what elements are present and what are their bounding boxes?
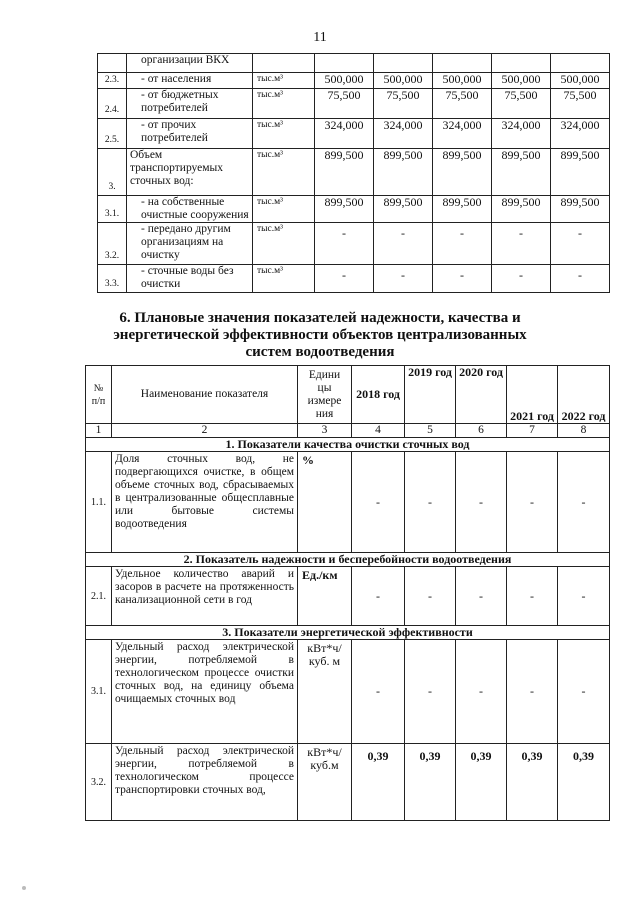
value-cell [315, 54, 374, 73]
section-row [86, 438, 610, 452]
value-cell: 0,39 [507, 744, 558, 821]
value-cell: - [507, 640, 558, 744]
col-number: 1 [86, 424, 112, 438]
value-cell: 500,000 [551, 73, 610, 89]
row-name: Удельный расход электрической энергии, потребляемой в технологическом процессе очистки сточных вод, на единицу объема очищаемых сточных вод [112, 640, 298, 744]
value-cell: 75,500 [551, 89, 610, 119]
col-number: 6 [456, 424, 507, 438]
value-cell: - [558, 567, 610, 626]
value-cell [492, 54, 551, 73]
value-cell: 899,500 [315, 149, 374, 196]
row-name: - сточные воды без очистки [127, 265, 253, 293]
row-unit: тыс.м³ [253, 89, 315, 119]
table-row [86, 567, 610, 626]
column-numbers-row [86, 424, 610, 438]
value-cell: - [456, 567, 507, 626]
col-number: 5 [405, 424, 456, 438]
header-unit: Едини цы измере ния [298, 366, 352, 424]
value-cell: 500,000 [433, 73, 492, 89]
value-cell: 899,500 [492, 149, 551, 196]
table-row [98, 54, 610, 73]
value-cell: 899,500 [551, 196, 610, 223]
section-row [86, 553, 610, 567]
value-cell [433, 54, 492, 73]
col-number: 8 [558, 424, 610, 438]
section-heading: 3. Показатели энергетической эффективности [86, 626, 610, 640]
row-unit [253, 54, 315, 73]
row-number: 2.5. [98, 119, 127, 149]
value-cell: 500,000 [492, 73, 551, 89]
row-name: организации ВКХ [127, 54, 253, 73]
value-cell: 75,500 [315, 89, 374, 119]
value-cell: - [352, 640, 405, 744]
value-cell: 899,500 [433, 196, 492, 223]
row-number: 3.1. [98, 196, 127, 223]
table-row [98, 119, 610, 149]
row-name: Удельный расход электрической энергии, потребляемой в технологическом процессе транспортировки сточных вод, [112, 744, 298, 821]
value-cell: - [492, 265, 551, 293]
table-row [98, 149, 610, 196]
value-cell: 899,500 [315, 196, 374, 223]
table-row [98, 89, 610, 119]
value-cell: - [456, 640, 507, 744]
row-name: Удельное количество аварий и засоров в расчете на протяженность канализационной сети в год [112, 567, 298, 626]
table-row [86, 744, 610, 821]
row-unit: тыс.м³ [253, 149, 315, 196]
value-cell: - [433, 223, 492, 265]
value-cell: - [352, 567, 405, 626]
value-cell: 500,000 [315, 73, 374, 89]
value-cell: - [551, 265, 610, 293]
section-title: 6. Плановые значения показателей надежности, качества и энергетической эффективности объектов централизованных систем водоотведения [113, 310, 527, 360]
value-cell: 500,000 [374, 73, 433, 89]
table-row [98, 265, 610, 293]
value-cell: 0,39 [352, 744, 405, 821]
header-year: 2020 год [456, 366, 507, 424]
header-name: Наименование показателя [112, 366, 298, 424]
section-heading: 2. Показатель надежности и бесперебойности водоотведения [86, 553, 610, 567]
volume-table [97, 53, 610, 293]
row-name: - передано другим организациям на очистку [127, 223, 253, 265]
value-cell: - [507, 452, 558, 553]
value-cell: 899,500 [374, 149, 433, 196]
row-name: - от бюджетных потребителей [127, 89, 253, 119]
row-unit: % [298, 452, 352, 553]
value-cell: 0,39 [558, 744, 610, 821]
value-cell: - [551, 223, 610, 265]
value-cell: 899,500 [433, 149, 492, 196]
value-cell: 0,39 [456, 744, 507, 821]
value-cell [374, 54, 433, 73]
value-cell: 324,000 [492, 119, 551, 149]
table-row [98, 196, 610, 223]
value-cell: - [558, 640, 610, 744]
row-number: 3.2. [86, 744, 112, 821]
header-year: 2021 год [507, 366, 558, 424]
row-number: 3. [98, 149, 127, 196]
value-cell: - [374, 265, 433, 293]
value-cell: - [374, 223, 433, 265]
header-year: 2018 год [352, 366, 405, 424]
section-row [86, 626, 610, 640]
value-cell: 324,000 [374, 119, 433, 149]
row-name: - на собственные очистные сооружения [127, 196, 253, 223]
value-cell: - [405, 567, 456, 626]
value-cell: - [352, 452, 405, 553]
value-cell: - [492, 223, 551, 265]
row-unit: тыс.м³ [253, 73, 315, 89]
header-row [86, 366, 610, 424]
row-unit: кВт*ч/ куб.м [298, 744, 352, 821]
table-row [98, 73, 610, 89]
row-number: 3.2. [98, 223, 127, 265]
value-cell: 324,000 [315, 119, 374, 149]
row-unit: тыс.м³ [253, 223, 315, 265]
header-num: № п/п [86, 366, 112, 424]
row-number [98, 54, 127, 73]
row-name: Доля сточных вод, не подвергающихся очистке, в общем объеме сточных вод, сбрасываемых в централизованные общесплавные или бытовые системы водоотведения [112, 452, 298, 553]
row-number: 1.1. [86, 452, 112, 553]
value-cell: - [433, 265, 492, 293]
col-number: 2 [112, 424, 298, 438]
table-row [98, 223, 610, 265]
row-number: 2.4. [98, 89, 127, 119]
value-cell: - [315, 223, 374, 265]
col-number: 4 [352, 424, 405, 438]
value-cell: 75,500 [433, 89, 492, 119]
value-cell: 75,500 [492, 89, 551, 119]
row-number: 3.3. [98, 265, 127, 293]
row-unit: Ед./км [298, 567, 352, 626]
value-cell: 75,500 [374, 89, 433, 119]
value-cell: 899,500 [492, 196, 551, 223]
col-number: 3 [298, 424, 352, 438]
indicators-table [85, 365, 610, 821]
table-row [86, 452, 610, 553]
value-cell: - [405, 640, 456, 744]
scan-mark [22, 886, 26, 890]
row-name: - от прочих потребителей [127, 119, 253, 149]
value-cell: 324,000 [433, 119, 492, 149]
value-cell: 324,000 [551, 119, 610, 149]
row-unit: кВт*ч/ куб. м [298, 640, 352, 744]
value-cell: - [558, 452, 610, 553]
row-unit: тыс.м³ [253, 265, 315, 293]
value-cell: 899,500 [374, 196, 433, 223]
header-year: 2022 год [558, 366, 610, 424]
row-name: - от населения [127, 73, 253, 89]
value-cell: 899,500 [551, 149, 610, 196]
header-year: 2019 год [405, 366, 456, 424]
value-cell: - [405, 452, 456, 553]
section-heading: 1. Показатели качества очистки сточных вод [86, 438, 610, 452]
table-row [86, 640, 610, 744]
value-cell: - [507, 567, 558, 626]
row-number: 2.1. [86, 567, 112, 626]
row-unit: тыс.м³ [253, 196, 315, 223]
value-cell: - [456, 452, 507, 553]
value-cell: 0,39 [405, 744, 456, 821]
row-unit: тыс.м³ [253, 119, 315, 149]
value-cell: - [315, 265, 374, 293]
row-number: 2.3. [98, 73, 127, 89]
row-number: 3.1. [86, 640, 112, 744]
col-number: 7 [507, 424, 558, 438]
value-cell [551, 54, 610, 73]
row-name: Объем транспортируемых сточных вод: [127, 149, 253, 196]
page-number: 11 [313, 30, 327, 45]
